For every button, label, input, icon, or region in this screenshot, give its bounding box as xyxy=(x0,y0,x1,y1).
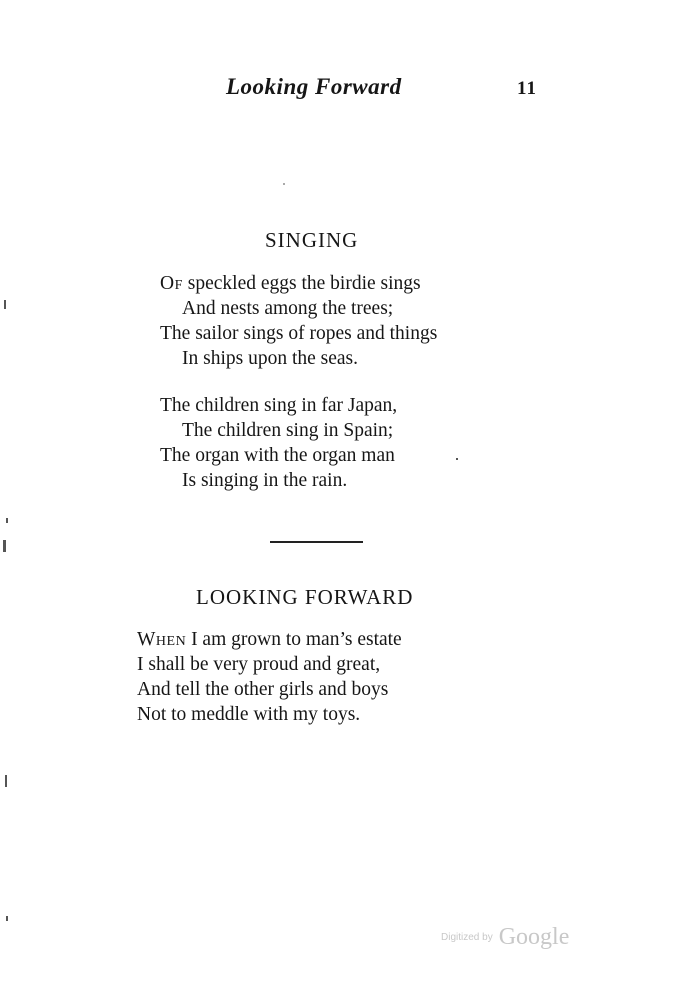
poem-line: And nests among the trees; xyxy=(182,298,394,319)
poem-line: I shall be very proud and great, xyxy=(137,654,381,675)
poem-line: Not to meddle with my toys. xyxy=(137,704,361,725)
scan-speck xyxy=(456,458,458,460)
scan-speck xyxy=(3,540,6,552)
poem-line: The children sing in Spain; xyxy=(182,420,394,441)
stanza-looking-forward xyxy=(137,627,402,727)
watermark-brand: Google xyxy=(498,924,570,950)
drop-word: Of xyxy=(160,273,183,294)
poem-line: The children sing in far Japan, xyxy=(160,395,398,416)
poem-title-singing: SINGING xyxy=(265,228,359,252)
scan-speck xyxy=(4,300,6,309)
poem-line: The sailor sings of ropes and things xyxy=(160,323,438,344)
poem-line: And tell the other girls and boys xyxy=(137,679,389,700)
section-divider xyxy=(270,541,363,543)
scan-speck xyxy=(6,518,8,523)
page-number: 11 xyxy=(517,78,537,99)
poem-line xyxy=(160,271,437,296)
digitized-watermark xyxy=(441,924,569,951)
running-head-title: Looking Forward xyxy=(226,74,402,99)
poem-line: In ships upon the seas. xyxy=(182,348,359,369)
poem-title-looking-forward: LOOKING FORWARD xyxy=(196,585,414,609)
scan-speck xyxy=(5,775,7,787)
watermark-prefix: Digitized by xyxy=(441,932,493,943)
scan-speck xyxy=(283,183,285,185)
drop-word: When xyxy=(137,629,187,650)
line-text: speckled eggs the birdie sings xyxy=(182,273,421,294)
poem-line: Is singing in the rain. xyxy=(182,470,348,491)
stanza-singing-1 xyxy=(160,271,437,371)
poem-line: The organ with the organ man xyxy=(160,445,395,466)
poem-line xyxy=(137,627,402,652)
stanza-singing-2 xyxy=(160,393,397,493)
line-text: I am grown to man’s estate xyxy=(186,629,402,650)
scan-speck xyxy=(6,916,8,921)
